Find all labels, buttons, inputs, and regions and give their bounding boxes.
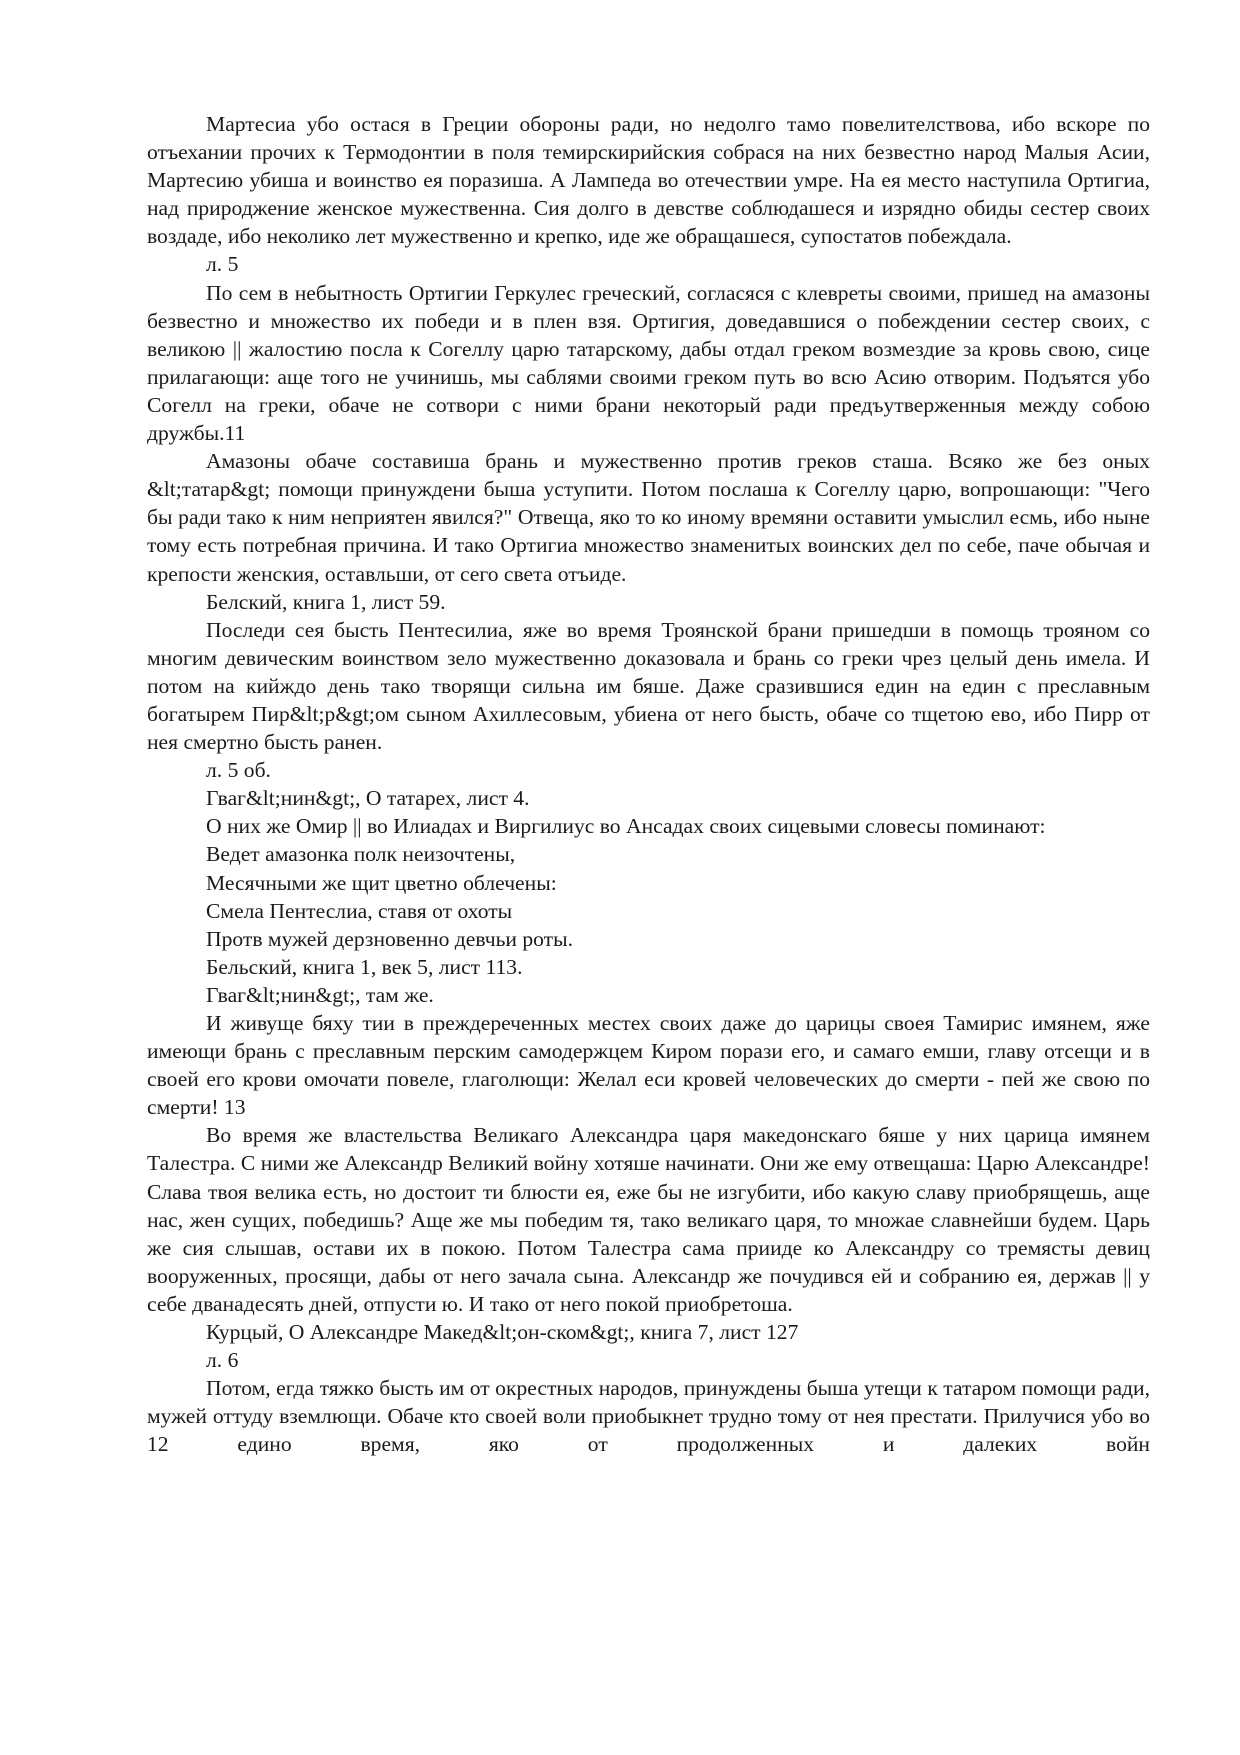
verse-line-4: Протв мужей дерзновенно девчьи роты. — [206, 926, 574, 951]
source-gvagnin-same: Гваг&lt;нин&gt;, там же. — [206, 982, 434, 1007]
verse-line-3: Смела Пентеслиа, ставя от охоты — [206, 898, 513, 923]
verse-line-1: Ведет амазонка полк неизочтены, — [206, 842, 516, 867]
paragraph-amazons-battle: Амазоны обаче составиша брань и мужественно против греков сташа. Всяко же без оных &lt;татар&gt; помощи принуждени быша уступити. Потом послаша к Согеллу царю, вопрошающи: "Чего бы ради тако к ним неприятен явился?" Отвеща, яко то ко иному времяни оставити умыслил есмь, ибо ныне тому есть потребная причина. И тако Ортигиа множество знаменитых воинских дел по себе, паче обычая и крепости женския, оставльши, от сего света отъиде. — [147, 449, 1150, 586]
verse-line-2: Месячными же щит цветно облечены: — [206, 870, 557, 895]
source-belsky-59: Белский, книга 1, лист 59. — [206, 589, 446, 614]
paragraph-tomyris: И живуще бяху тии в преждереченных местех своих даже до царицы своея Тамирис имянем, яже имеющи брань с преславным перским самодержцем Киром порази его, и самаго емши, главу отсещи и в своей его крови омочати повеле, глаголющи: Желал еси кровей человеческих до смерти - пей же свою по смерти! 13 — [147, 1011, 1150, 1120]
paragraph-thalestris: Во время же властельства Великаго Александра царя македонскаго бяше у них царица имянем Талестра. С ними же Александр Великий войну хотяше начинати. Они же ему отвещаша: Царю Александре! Слава твоя велика есть, но достоит ти блюсти ея, еже бы не изгубити, ибо какую славу приобрящешь, аще нас, жен сущих, победишь? Аще же мы победим тя, тако великаго царя, то множае славнейши будем. Царь же сия слышав, остави их в покою. Потом Талестра сама прииде ко Александру со тремясты девиц вооруженных, просящи, дабы от него зачала сына. Александр же почудився ей и собранию ея, держав || у себе дванадесять дней, отпусти ю. И тако от него покой приобретоша. — [147, 1123, 1150, 1316]
folio-note-l5: л. 5 — [206, 252, 239, 277]
source-belsky-113: Бельский, книга 1, век 5, лист 113. — [206, 954, 523, 979]
paragraph-neighbors: Потом, егда тяжко бысть им от окрестных народов, принуждены быша утещи к татаром помощи ради, мужей оттуду вземлющи. Обаче кто своей воли приобыкнет трудно тому от нея престати. Прилучися убо во 12 едино время, яко от продолженных и далеких войн — [147, 1376, 1150, 1457]
folio-note-l5-verso: л. 5 об. — [206, 758, 271, 783]
paragraph-homer-virgil: О них же Омир || во Илиадах и Виргилиус во Ансадах своих сицевыми словесы поминают: — [206, 814, 1046, 839]
source-gvagnin-4: Гваг&lt;нин&gt;, О татарех, лист 4. — [206, 786, 530, 811]
document-body — [147, 110, 1150, 1459]
source-curtius: Курцый, О Александре Макед&lt;он-ском&gt;, книга 7, лист 127 — [206, 1320, 799, 1345]
paragraph-hercules: По сем в небытность Ортигии Геркулес греческий, согласяся с клевреты своими, пришед на амазоны безвестно и множество их победи и в плен взя. Ортигия, доведавшися о побеждении сестер своих, с великою || жалостию посла к Согеллу царю татарскому, дабы отдал греком возмездие за кровь свою, сице прилагающи: аще того не учинишь, мы саблями своими греком путь во всю Асию отворим. Подъятся убо Согелл на греки, обаче не сотвори с ними брани некоторый ради предъутверженныя между собою дружбы.11 — [147, 280, 1150, 446]
folio-note-l6: л. 6 — [206, 1348, 239, 1373]
paragraph-martesia: Мартесиа убо остася в Греции обороны ради, но недолго тамо повелителствова, ибо вскоре по отъехании прочих к Термодонтии в поля темирскирийския собрася на них безвестно народ Малыя Асии, Мартесию убиша и воинство ея поразиша. А Лампеда во отечествии умре. На ея место наступила Ортигиа, над природжение женское мужественна. Сия долго в девстве соблюдашеся и изрядно обиды сестер своих воздаде, ибо неколико лет мужественно и крепко, иде же обращашеся, супостатов побеждала. — [147, 112, 1150, 249]
paragraph-penthesilea: Последи сея бысть Пентесилиа, яже во время Троянской брани пришедши в помощь трояном со многим девическим воинством зело мужественно доказовала и брань со греки чрез целый день имела. И потом на кийждо день тако творящи сильна им бяше. Даже сразившися един на един с преславным богатырем Пир&lt;р&gt;ом сыном Ахиллесовым, убиена от него бысть, обаче со тщетою ево, ибо Пирр от нея смертно бысть ранен. — [147, 617, 1150, 755]
